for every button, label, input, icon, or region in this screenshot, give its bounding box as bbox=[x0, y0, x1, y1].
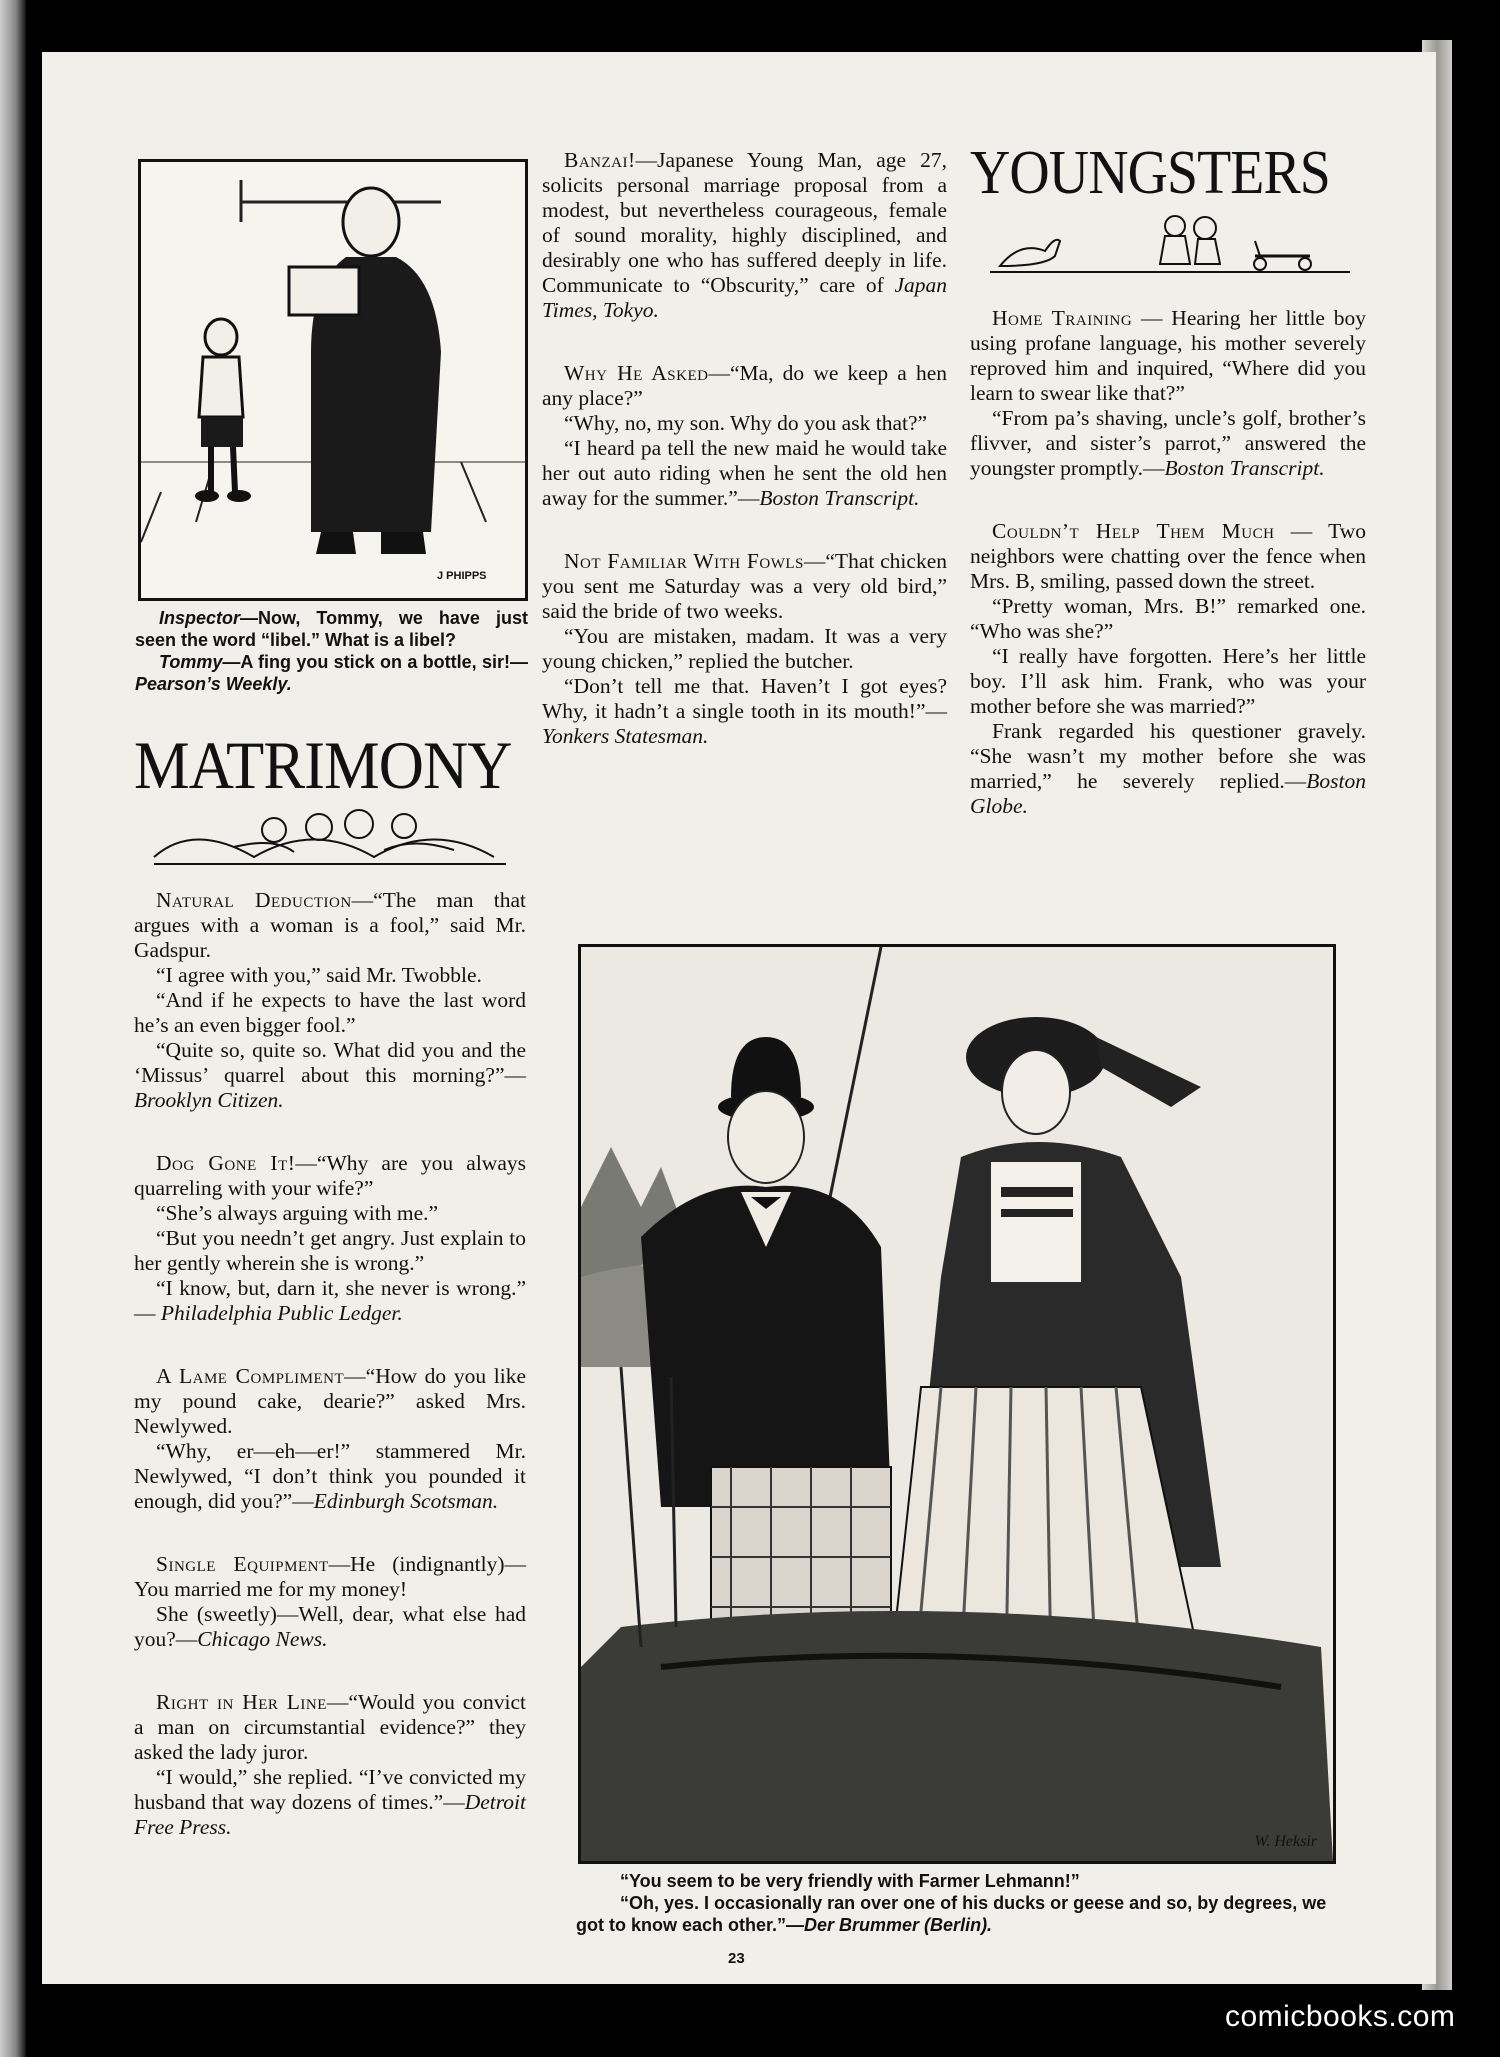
joke-heading: Home Training bbox=[992, 306, 1133, 330]
item-gap bbox=[134, 1326, 526, 1364]
item-gap bbox=[134, 1514, 526, 1552]
joke-heading: Dog Gone It! bbox=[156, 1151, 296, 1175]
joke-source: Chicago News. bbox=[197, 1627, 328, 1651]
page-number: 23 bbox=[728, 1950, 745, 1967]
joke-text: “You are mistaken, madam. It was a very young chicken,” replied the butcher. bbox=[542, 624, 947, 673]
joke-text: “Pretty woman, Mrs. B!” remarked one. “Who was she?” bbox=[970, 594, 1366, 643]
caption-text-tommy: —A fing you stick on a bottle, sir!— bbox=[222, 652, 528, 672]
item-gap bbox=[542, 511, 947, 549]
matrimony-column bbox=[134, 888, 526, 1840]
cartoon-caption bbox=[135, 607, 528, 695]
illustration-drawing bbox=[581, 947, 1333, 1861]
joke-paragraph bbox=[134, 1226, 526, 1276]
matrimony-header bbox=[134, 728, 526, 878]
joke-text: “She’s always arguing with me.” bbox=[156, 1201, 439, 1225]
caption-text-inspector: —Now, Tommy, we have just seen the word “libel.” What is a libel? bbox=[135, 608, 528, 650]
youngsters-column bbox=[970, 306, 1366, 819]
joke-paragraph bbox=[970, 406, 1366, 481]
joke-text: — Two neighbors were chatting over the fence when Mrs. B, smiling, passed down the street. bbox=[970, 519, 1366, 593]
joke-paragraph bbox=[134, 1364, 526, 1439]
joke-text: —“The man that argues with a woman is a fool,” said Mr. Gadspur. bbox=[134, 888, 526, 962]
illustration-caption-source: Der Brummer (Berlin). bbox=[804, 1915, 993, 1935]
cartoon-signature: J PHIPPS bbox=[437, 570, 487, 582]
joke-source: Edinburgh Scotsman. bbox=[313, 1489, 499, 1513]
book-spine-left bbox=[0, 0, 26, 2057]
joke-paragraph bbox=[134, 988, 526, 1038]
joke-paragraph bbox=[134, 1439, 526, 1514]
joke-paragraph bbox=[542, 674, 947, 749]
inspector-cartoon bbox=[138, 159, 528, 601]
joke-heading: Couldn’t Help Them Much bbox=[992, 519, 1275, 543]
joke-text: “I heard pa tell the new maid he would take her out auto riding when he sent the old hen away for the summer.”— bbox=[542, 436, 947, 510]
joke-heading: Banzai! bbox=[564, 148, 636, 172]
joke-item bbox=[134, 1364, 526, 1514]
joke-paragraph bbox=[542, 624, 947, 674]
joke-text: — Hearing her little boy using profane language, his mother severely reproved him and inquired, “Where did you learn to swear like that?” bbox=[970, 306, 1366, 405]
joke-source: Yonkers Statesman. bbox=[542, 724, 709, 748]
joke-paragraph bbox=[134, 1765, 526, 1840]
joke-source: Boston Transcript. bbox=[1164, 456, 1325, 480]
illustration-caption-line1: “You seem to be very friendly with Farmer Lehmann!” bbox=[620, 1871, 1080, 1891]
magazine-page bbox=[42, 52, 1436, 1984]
joke-text: “Don’t tell me that. Haven’t I got eyes? Why, it hadn’t a single tooth in its mouth!”— bbox=[542, 674, 947, 723]
joke-heading: Single Equipment bbox=[156, 1552, 329, 1576]
joke-item bbox=[542, 361, 947, 511]
joke-paragraph bbox=[970, 519, 1366, 594]
joke-text: “I really have forgotten. Here’s her little boy. I’ll ask him. Frank, who was your mother before she was married?” bbox=[970, 644, 1366, 718]
joke-paragraph bbox=[134, 1201, 526, 1226]
joke-paragraph bbox=[134, 1690, 526, 1765]
joke-text: “Why, er—eh—er!” stammered Mr. Newlywed, “I don’t think you pounded it enough, did you?”— bbox=[134, 1439, 526, 1513]
joke-paragraph bbox=[542, 361, 947, 411]
joke-paragraph bbox=[134, 1276, 526, 1326]
caption-source: Pearson’s Weekly. bbox=[135, 674, 292, 694]
joke-paragraph bbox=[134, 1602, 526, 1652]
joke-text: “But you needn’t get angry. Just explain to her gently wherein she is wrong.” bbox=[134, 1226, 526, 1275]
item-gap bbox=[970, 481, 1366, 519]
joke-heading: Not Familiar With Fowls bbox=[564, 549, 804, 573]
joke-paragraph bbox=[970, 719, 1366, 819]
joke-paragraph bbox=[542, 549, 947, 624]
joke-item bbox=[970, 519, 1366, 819]
joke-item bbox=[970, 306, 1366, 481]
matrimony-banner-art bbox=[134, 802, 526, 872]
site-watermark: comicbooks.com bbox=[1225, 2000, 1456, 2033]
joke-heading: Natural Deduction bbox=[156, 888, 352, 912]
joke-source: Boston Transcript. bbox=[759, 486, 920, 510]
joke-source: Japan Times, Tokyo. bbox=[542, 273, 947, 322]
item-gap bbox=[134, 1113, 526, 1151]
joke-text: “I agree with you,” said Mr. Twobble. bbox=[156, 963, 482, 987]
joke-text: —Japanese Young Man, age 27, solicits personal marriage proposal from a modest, but nevertheless courageous, female of sound morality, highly disciplined, and desirably one who has suffered deeply in life. Communicate to “Obscurity,” care of bbox=[542, 148, 947, 297]
youngsters-banner-art bbox=[970, 206, 1366, 276]
joke-source: Boston Globe. bbox=[970, 769, 1366, 818]
joke-paragraph bbox=[134, 1038, 526, 1113]
joke-paragraph bbox=[134, 963, 526, 988]
joke-paragraph bbox=[542, 436, 947, 511]
cartoon-drawing bbox=[141, 162, 525, 598]
joke-text: “I know, but, darn it, she never is wrong.” — bbox=[134, 1276, 526, 1325]
joke-text: “And if he expects to have the last word he’s an even bigger fool.” bbox=[134, 988, 526, 1037]
joke-paragraph bbox=[134, 888, 526, 963]
joke-item bbox=[542, 148, 947, 323]
joke-text: Frank regarded his questioner gravely. “She wasn’t my mother before she was married,” he severely replied.— bbox=[970, 719, 1366, 793]
joke-item bbox=[134, 1552, 526, 1652]
joke-paragraph bbox=[134, 1552, 526, 1602]
joke-item bbox=[134, 1151, 526, 1326]
joke-text: —“That chicken you sent me Saturday was a very old bird,” said the bride of two weeks. bbox=[542, 549, 947, 623]
joke-item bbox=[134, 888, 526, 1113]
caption-speaker-inspector: Inspector bbox=[159, 608, 241, 628]
joke-text: “I would,” she replied. “I’ve convicted my husband that way dozens of times.”— bbox=[134, 1765, 526, 1814]
joke-source: Detroit Free Press. bbox=[134, 1790, 526, 1839]
joke-text: —“How do you like my pound cake, dearie?” asked Mrs. Newlywed. bbox=[134, 1364, 526, 1438]
joke-heading: Right in Her Line bbox=[156, 1690, 327, 1714]
joke-text: “Why, no, my son. Why do you ask that?” bbox=[564, 411, 928, 435]
joke-text: —“Ma, do we keep a hen any place?” bbox=[542, 361, 947, 410]
joke-text: She (sweetly)—Well, dear, what else had you?— bbox=[134, 1602, 526, 1651]
youngsters-title: YOUNGSTERS bbox=[970, 139, 1330, 207]
joke-paragraph bbox=[542, 411, 947, 436]
joke-item bbox=[134, 1690, 526, 1840]
youngsters-header bbox=[970, 140, 1366, 290]
joke-text: “Quite so, quite so. What did you and the ‘Missus’ quarrel about this morning?”— bbox=[134, 1038, 526, 1087]
joke-text: —“Why are you always quarreling with your wife?” bbox=[134, 1151, 526, 1200]
joke-paragraph bbox=[970, 594, 1366, 644]
middle-column bbox=[542, 148, 947, 749]
matrimony-title: MATRIMONY bbox=[134, 727, 512, 803]
joke-text: “From pa’s shaving, uncle’s golf, brother’s flivver, and sister’s parrot,” answered the youngster promptly.— bbox=[970, 406, 1366, 480]
item-gap bbox=[542, 323, 947, 361]
joke-paragraph bbox=[970, 306, 1366, 406]
joke-source: Brooklyn Citizen. bbox=[134, 1088, 284, 1112]
joke-text: —“Would you convict a man on circumstantial evidence?” they asked the lady juror. bbox=[134, 1690, 527, 1764]
joke-paragraph bbox=[134, 1151, 526, 1201]
illustration-signature: W. Heksir bbox=[1254, 1833, 1317, 1850]
illustration-caption-line2: “Oh, yes. I occasionally ran over one of his ducks or geese and so, by degrees, we got to know each other.”— bbox=[576, 1893, 1327, 1935]
item-gap bbox=[134, 1652, 526, 1690]
joke-paragraph bbox=[542, 148, 947, 323]
caption-speaker-tommy: Tommy bbox=[159, 652, 223, 672]
joke-heading: Why He Asked bbox=[564, 361, 709, 385]
joke-heading: A Lame Compliment bbox=[156, 1364, 345, 1388]
joke-text: —He (indignantly)—You married me for my money! bbox=[134, 1552, 526, 1601]
joke-source: Philadelphia Public Ledger. bbox=[160, 1301, 403, 1325]
joke-paragraph bbox=[970, 644, 1366, 719]
carriage-illustration bbox=[578, 944, 1336, 1864]
illustration-caption bbox=[576, 1870, 1340, 1936]
joke-item bbox=[542, 549, 947, 749]
